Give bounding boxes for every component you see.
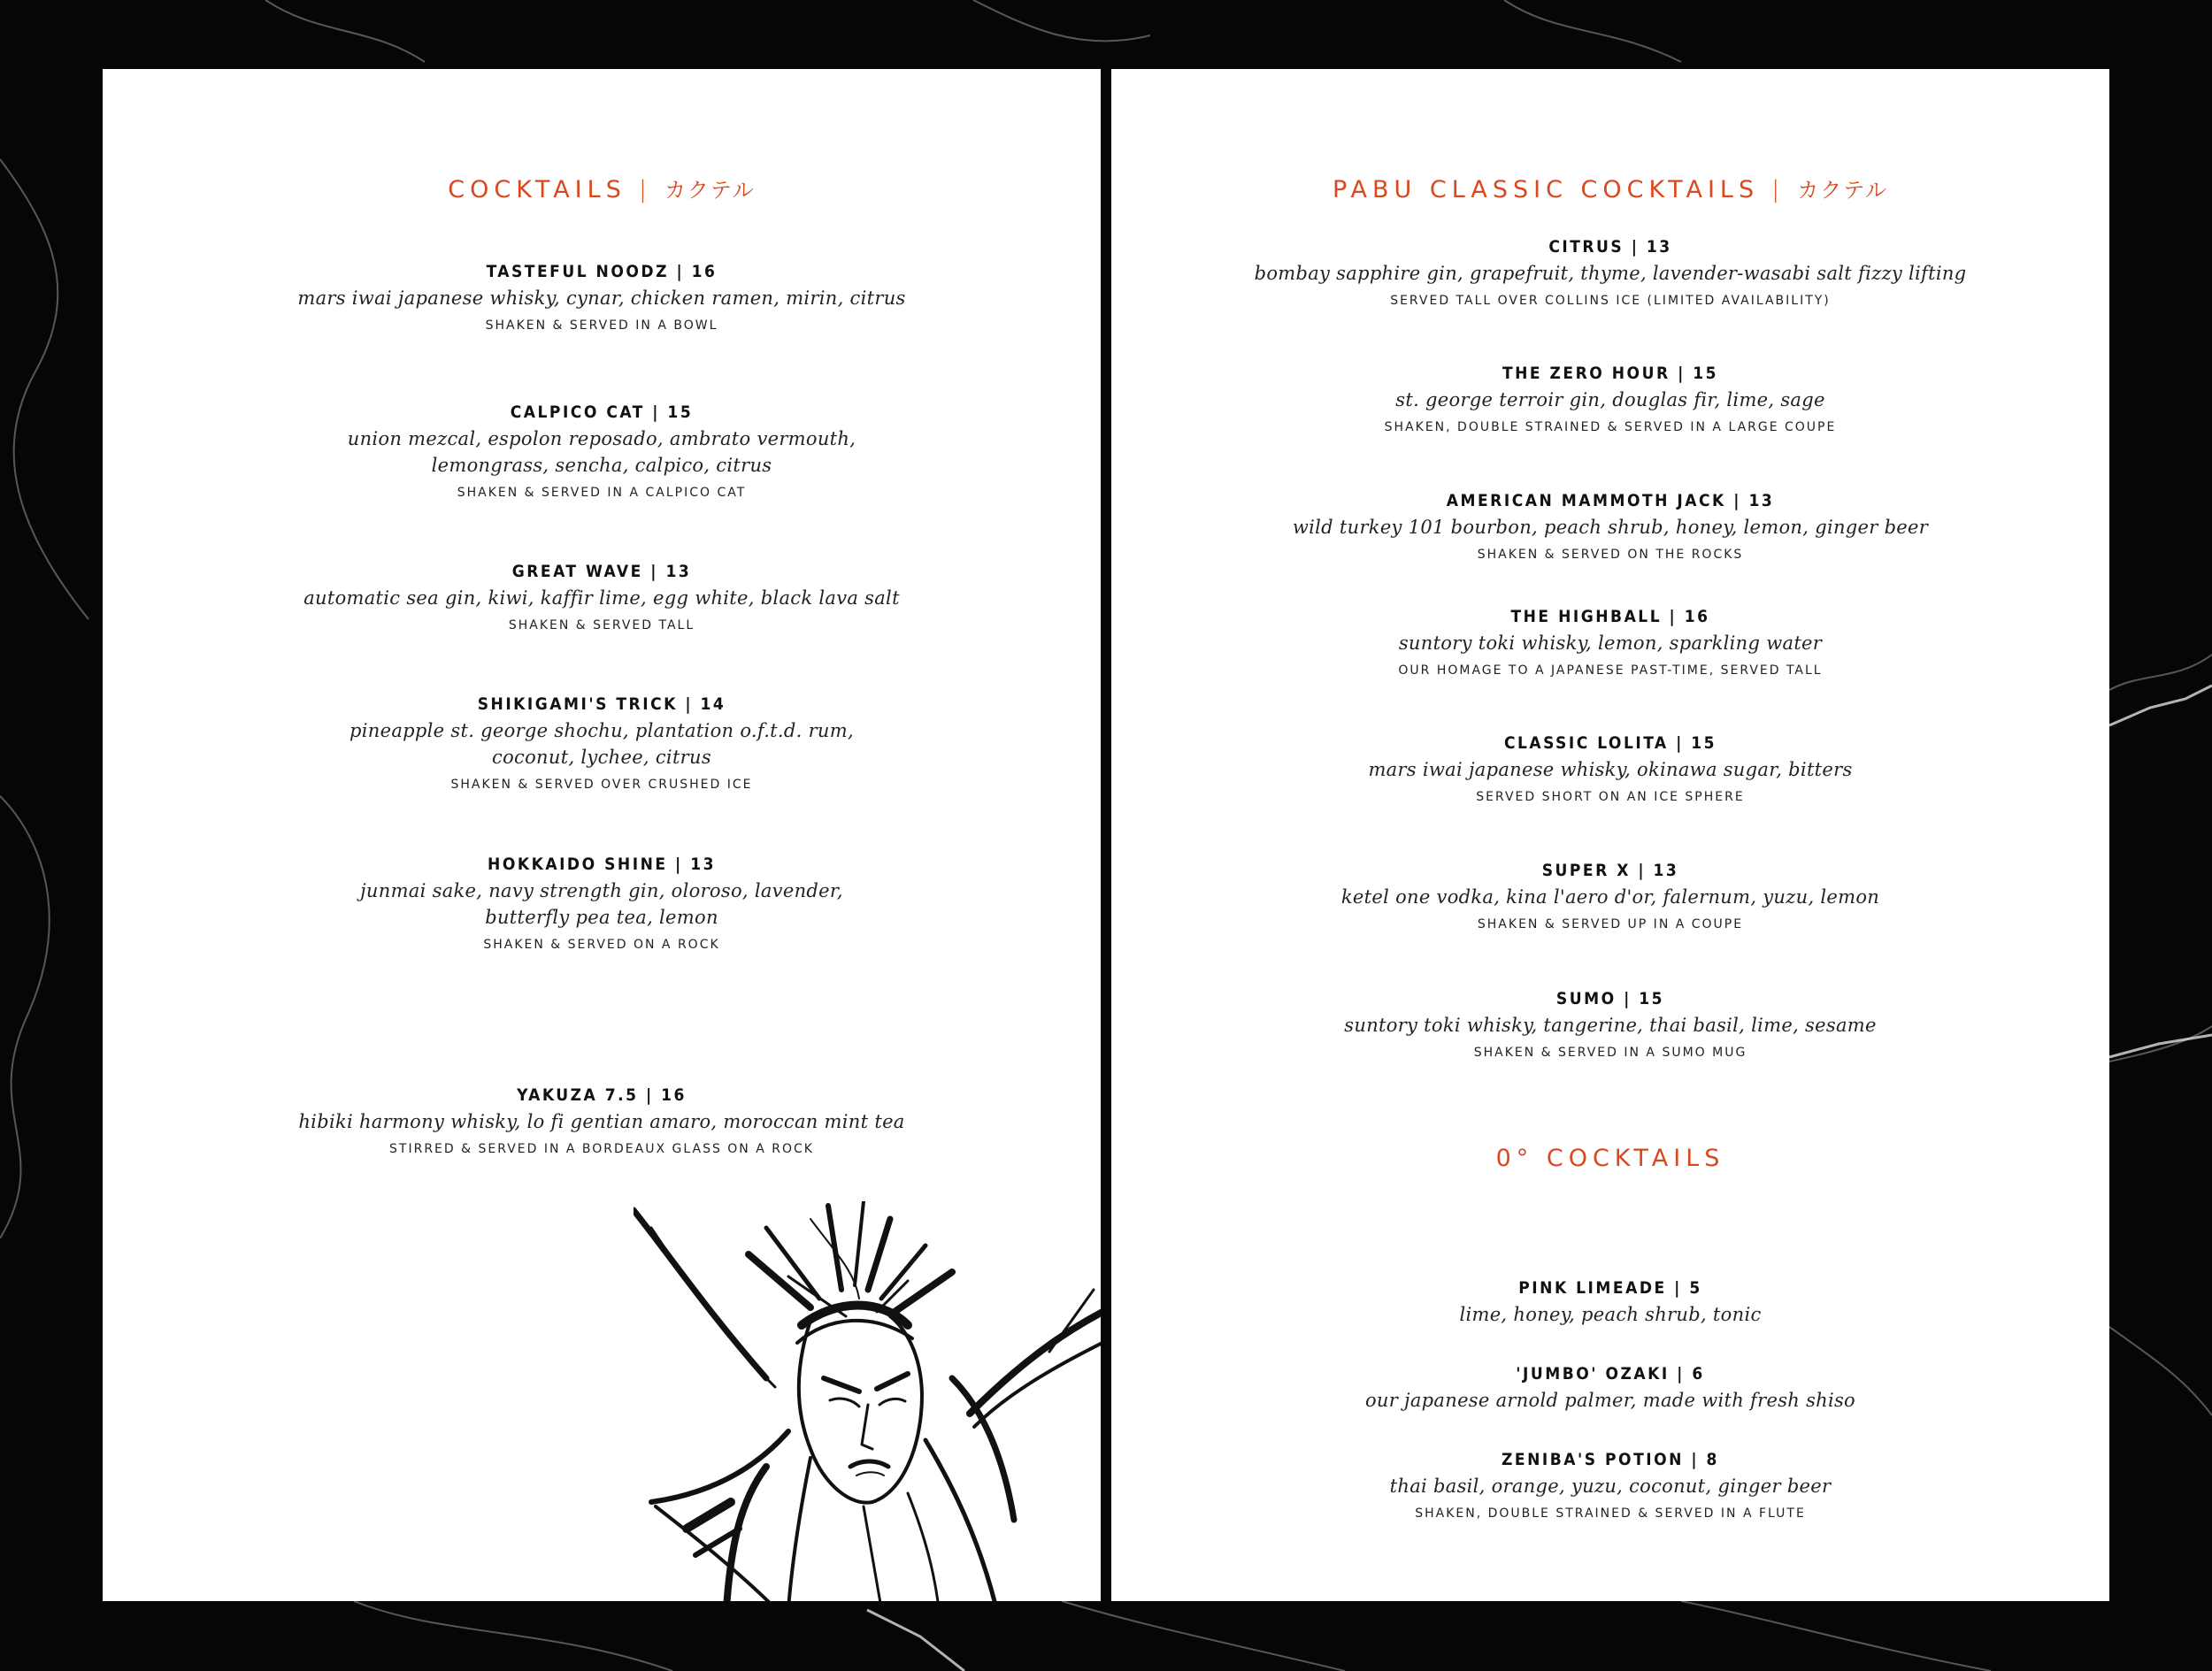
zero-proof-heading	[1111, 1145, 2109, 1172]
cocktails-heading-text: COCKTAILS	[448, 176, 626, 203]
item-description: suntory toki whisky, lemon, sparkling water	[1398, 632, 1823, 654]
item-name: PINK LIMEADE | 5	[1518, 1278, 1702, 1298]
item-note: SHAKEN, DOUBLE STRAINED & SERVED IN A LARGE COUPE	[1384, 420, 1837, 434]
left-menu-page	[103, 69, 1101, 1601]
item-description: automatic sea gin, kiwi, kaffir lime, egg white, black lava salt	[303, 587, 900, 609]
menu-item	[1111, 360, 2109, 441]
menu-item	[1111, 1446, 2109, 1528]
right-menu-page	[1111, 69, 2109, 1601]
item-name: THE HIGHBALL | 16	[1510, 607, 1710, 626]
item-name: 'JUMBO' OZAKI | 6	[1516, 1364, 1705, 1384]
item-name: YAKUZA 7.5 | 16	[517, 1085, 687, 1105]
menu-item	[1111, 985, 2109, 1067]
menu-item	[103, 558, 1101, 640]
menu-item	[1111, 1361, 2109, 1414]
menu-item	[103, 851, 1101, 959]
item-description: lime, honey, peach shrub, tonic	[1459, 1304, 1762, 1325]
item-name: GREAT WAVE | 13	[511, 562, 692, 581]
item-note: SHAKEN & SERVED TALL	[508, 618, 695, 632]
menu-item	[103, 1082, 1101, 1163]
item-name: THE ZERO HOUR | 15	[1502, 364, 1719, 383]
menu-item	[1111, 234, 2109, 315]
classic-heading-text: PABU CLASSIC COCKTAILS	[1332, 176, 1760, 203]
item-description: st. george terroir gin, douglas fir, lime, sage	[1395, 389, 1825, 410]
menu-item	[1111, 603, 2109, 685]
menu-item	[103, 691, 1101, 799]
item-name: AMERICAN MAMMOTH JACK | 13	[1446, 491, 1775, 510]
item-note: STIRRED & SERVED IN A BORDEAUX GLASS ON A ROCK	[389, 1142, 814, 1156]
item-description: thai basil, orange, yuzu, coconut, ginger beer	[1389, 1476, 1832, 1497]
item-note: OUR HOMAGE TO A JAPANESE PAST-TIME, SERVED TALL	[1398, 663, 1823, 678]
item-note: SHAKEN & SERVED UP IN A COUPE	[1477, 917, 1744, 931]
item-description: pineapple st. george shochu, plantation o.f.t.d. rum,	[349, 720, 854, 741]
item-note: SHAKEN & SERVED ON A ROCK	[483, 938, 720, 952]
item-note: SERVED TALL OVER COLLINS ICE (LIMITED AVAILABILITY)	[1390, 294, 1831, 308]
zero-heading-text: 0° COCKTAILS	[1495, 1145, 1725, 1172]
item-description: union mezcal, espolon reposado, ambrato vermouth,	[347, 428, 856, 449]
item-name: ZENIBA'S POTION | 8	[1502, 1450, 1719, 1469]
item-name: SUMO | 15	[1555, 989, 1665, 1008]
item-description: suntory toki whisky, tangerine, thai basil, lime, sesame	[1344, 1015, 1877, 1036]
item-name: HOKKAIDO SHINE | 13	[488, 855, 716, 874]
classic-heading-jp: カクテル	[1797, 178, 1889, 203]
cocktails-heading	[103, 172, 1101, 203]
item-description: butterfly pea tea, lemon	[485, 907, 718, 928]
item-description: ketel one vodka, kina l'aero d'or, falernum, yuzu, lemon	[1340, 886, 1880, 908]
menu-item	[1111, 857, 2109, 939]
item-description: lemongrass, sencha, calpico, citrus	[431, 455, 772, 476]
item-description: mars iwai japanese whisky, okinawa sugar, bitters	[1368, 759, 1853, 780]
item-name: SHIKIGAMI'S TRICK | 14	[477, 694, 726, 714]
item-description: hibiki harmony whisky, lo fi gentian amaro, moroccan mint tea	[298, 1111, 905, 1132]
item-description: wild turkey 101 bourbon, peach shrub, honey, lemon, ginger beer	[1292, 517, 1929, 538]
heading-separator: |	[638, 176, 652, 203]
item-description: coconut, lychee, citrus	[492, 747, 711, 768]
item-description: our japanese arnold palmer, made with fresh shiso	[1364, 1390, 1856, 1411]
item-description: junmai sake, navy strength gin, oloroso, lavender,	[360, 880, 843, 901]
cocktails-heading-jp: カクテル	[664, 178, 756, 203]
heading-separator: |	[1771, 176, 1786, 203]
menu-item	[103, 399, 1101, 507]
kabuki-illustration	[634, 1201, 1101, 1601]
menu-item	[1111, 1275, 2109, 1328]
item-name: CALPICO CAT | 15	[510, 402, 694, 422]
menu-item	[1111, 487, 2109, 569]
item-note: SHAKEN & SERVED IN A CALPICO CAT	[457, 486, 747, 500]
item-name: SUPER X | 13	[1541, 861, 1679, 880]
item-note: SHAKEN & SERVED ON THE ROCKS	[1477, 548, 1744, 562]
item-note: SHAKEN, DOUBLE STRAINED & SERVED IN A FLUTE	[1415, 1506, 1806, 1521]
menu-item	[1111, 730, 2109, 811]
menu-item	[103, 258, 1101, 340]
item-name: TASTEFUL NOODZ | 16	[486, 262, 718, 281]
item-note: SHAKEN & SERVED IN A BOWL	[485, 318, 718, 333]
item-name: CITRUS | 13	[1548, 237, 1672, 257]
item-note: SERVED SHORT ON AN ICE SPHERE	[1476, 790, 1745, 804]
classic-cocktails-heading	[1111, 172, 2109, 203]
item-name: CLASSIC LOLITA | 15	[1503, 733, 1717, 753]
item-note: SHAKEN & SERVED IN A SUMO MUG	[1473, 1046, 1747, 1060]
item-description: bombay sapphire gin, grapefruit, thyme, lavender-wasabi salt fizzy lifting	[1254, 263, 1967, 284]
item-note: SHAKEN & SERVED OVER CRUSHED ICE	[450, 778, 753, 792]
item-description: mars iwai japanese whisky, cynar, chicken ramen, mirin, citrus	[297, 287, 906, 309]
